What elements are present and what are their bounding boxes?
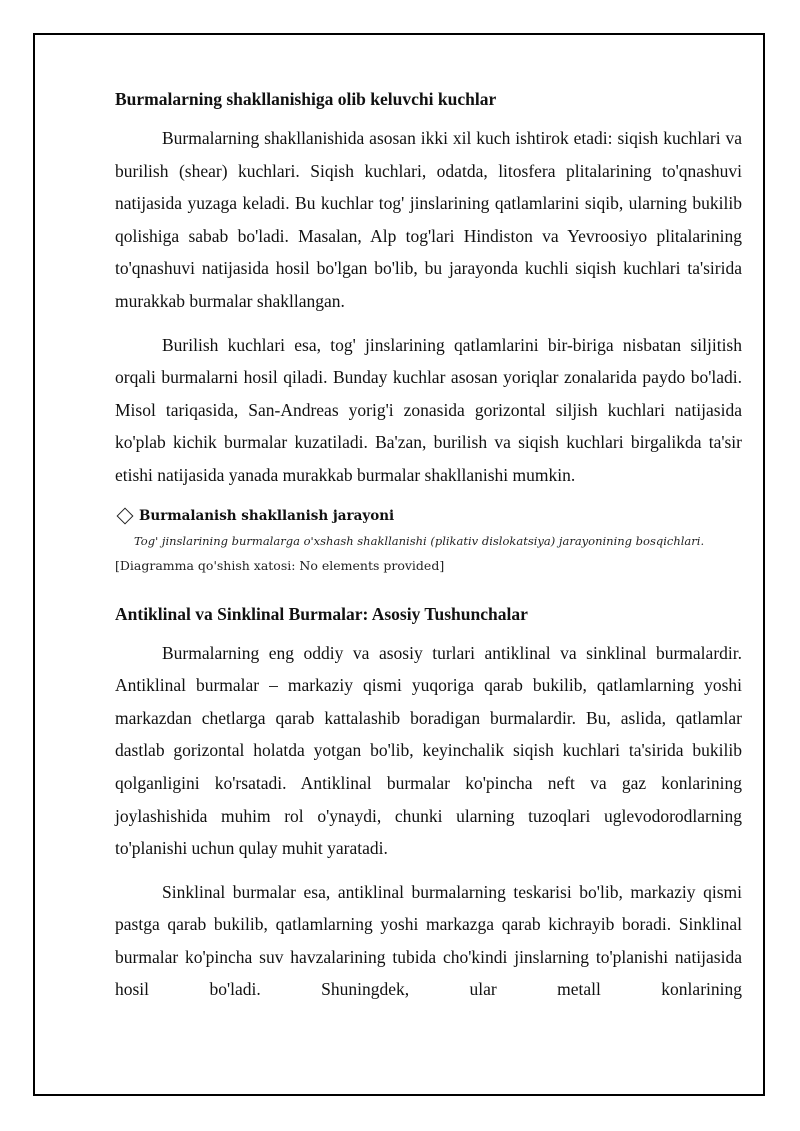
diamond-icon [117,507,134,524]
paragraph: Burilish kuchlari esa, tog' jinslarining qatlamlarini bir-biriga nisbatan siljitish orqali burmalarni hosil qiladi. Bunday kuchlar asosan yoriqlar zonalarida paydo bo'ladi. Misol tariqasida, San-Andreas yorig'i zonasida gorizontal siljish kuchlari natijasida ko'plab kichik burmalar kuzatiladi. Ba'zan, burilish va siqish kuchlari birgalikda ta'sir etishi natijasida yanada murakkab burmalar shakllanishi mumkin. [115,334,742,485]
paragraph: Burmalarning eng oddiy va asosiy turlari antiklinal va sinklinal burmalardir. Antiklinal burmalar – markaziy qismi yuqoriga qarab bukilib, qatlamlarning yoshi markazdan chetlarga qarab kattalashib boradigan burmalardir. Bu, aslida, qatlamlar dastlab gorizontal holatda yotgan bo'lib, keyinchalik siqish kuchlari ta'sirida bukilib qolganligini ko'rsatadi. Antiklinal burmalar ko'pincha neft va gaz konlarining joylashishida muhim rol o'ynaydi, chunki ularning tuzoqlari uglevodorodlarning to'planishi uchun qulay muhit yaratadi. [115,642,742,859]
paragraph: Burmalarning shakllanishida asosan ikki xil kuch ishtirok etadi: siqish kuchlari va burilish (shear) kuchlari. Siqish kuchlari, odatda, litosfera plitalarining to'qnashuvi natijasida yuzaga keladi. Bu kuchlar tog' jinslarining qatlamlarini siqib, ularning bukilib qolishiga sabab bo'ladi. Masalan, Alp tog'lari Hindiston va Yevroosiyo plitalarining to'qnashuvi natijasida hosil bo'lgan bo'lib, bu jarayonda kuchli siqish kuchlari ta'sirida murakkab burmalar shakllangan. [115,128,742,311]
paragraph: Sinklinal burmalar esa, antiklinal burmalarning teskarisi bo'lib, markaziy qismi pastga qarab bukilib, qatlamlarning yoshi markazga qarab kichrayib boradi. Sinklinal burmalar ko'pincha suv havzalarining tubida cho'kindi jinslarning to'planishi natijasida hosil bo'ladi. Shuningdek, ular metall konlarining [115,881,742,1000]
diagram-error-message: [Diagramma qo'shish xatosi: No elements provided] [115,557,445,573]
diagram-title-text: Burmalanish shakllanish jarayoni [139,507,395,524]
diagram-block [115,506,742,576]
diagram-caption: Tog' jinslarining burmalarga o'xshash shakllanishi (plikativ dislokatsiya) jarayonining bosqichlari. [134,533,705,548]
document-body [115,86,742,1006]
section-heading: Antiklinal va Sinklinal Burmalar: Asosiy Tushunchalar [115,603,528,624]
section-heading: Burmalarning shakllanishiga olib keluvchi kuchlar [115,89,497,109]
diagram-title [115,506,742,526]
